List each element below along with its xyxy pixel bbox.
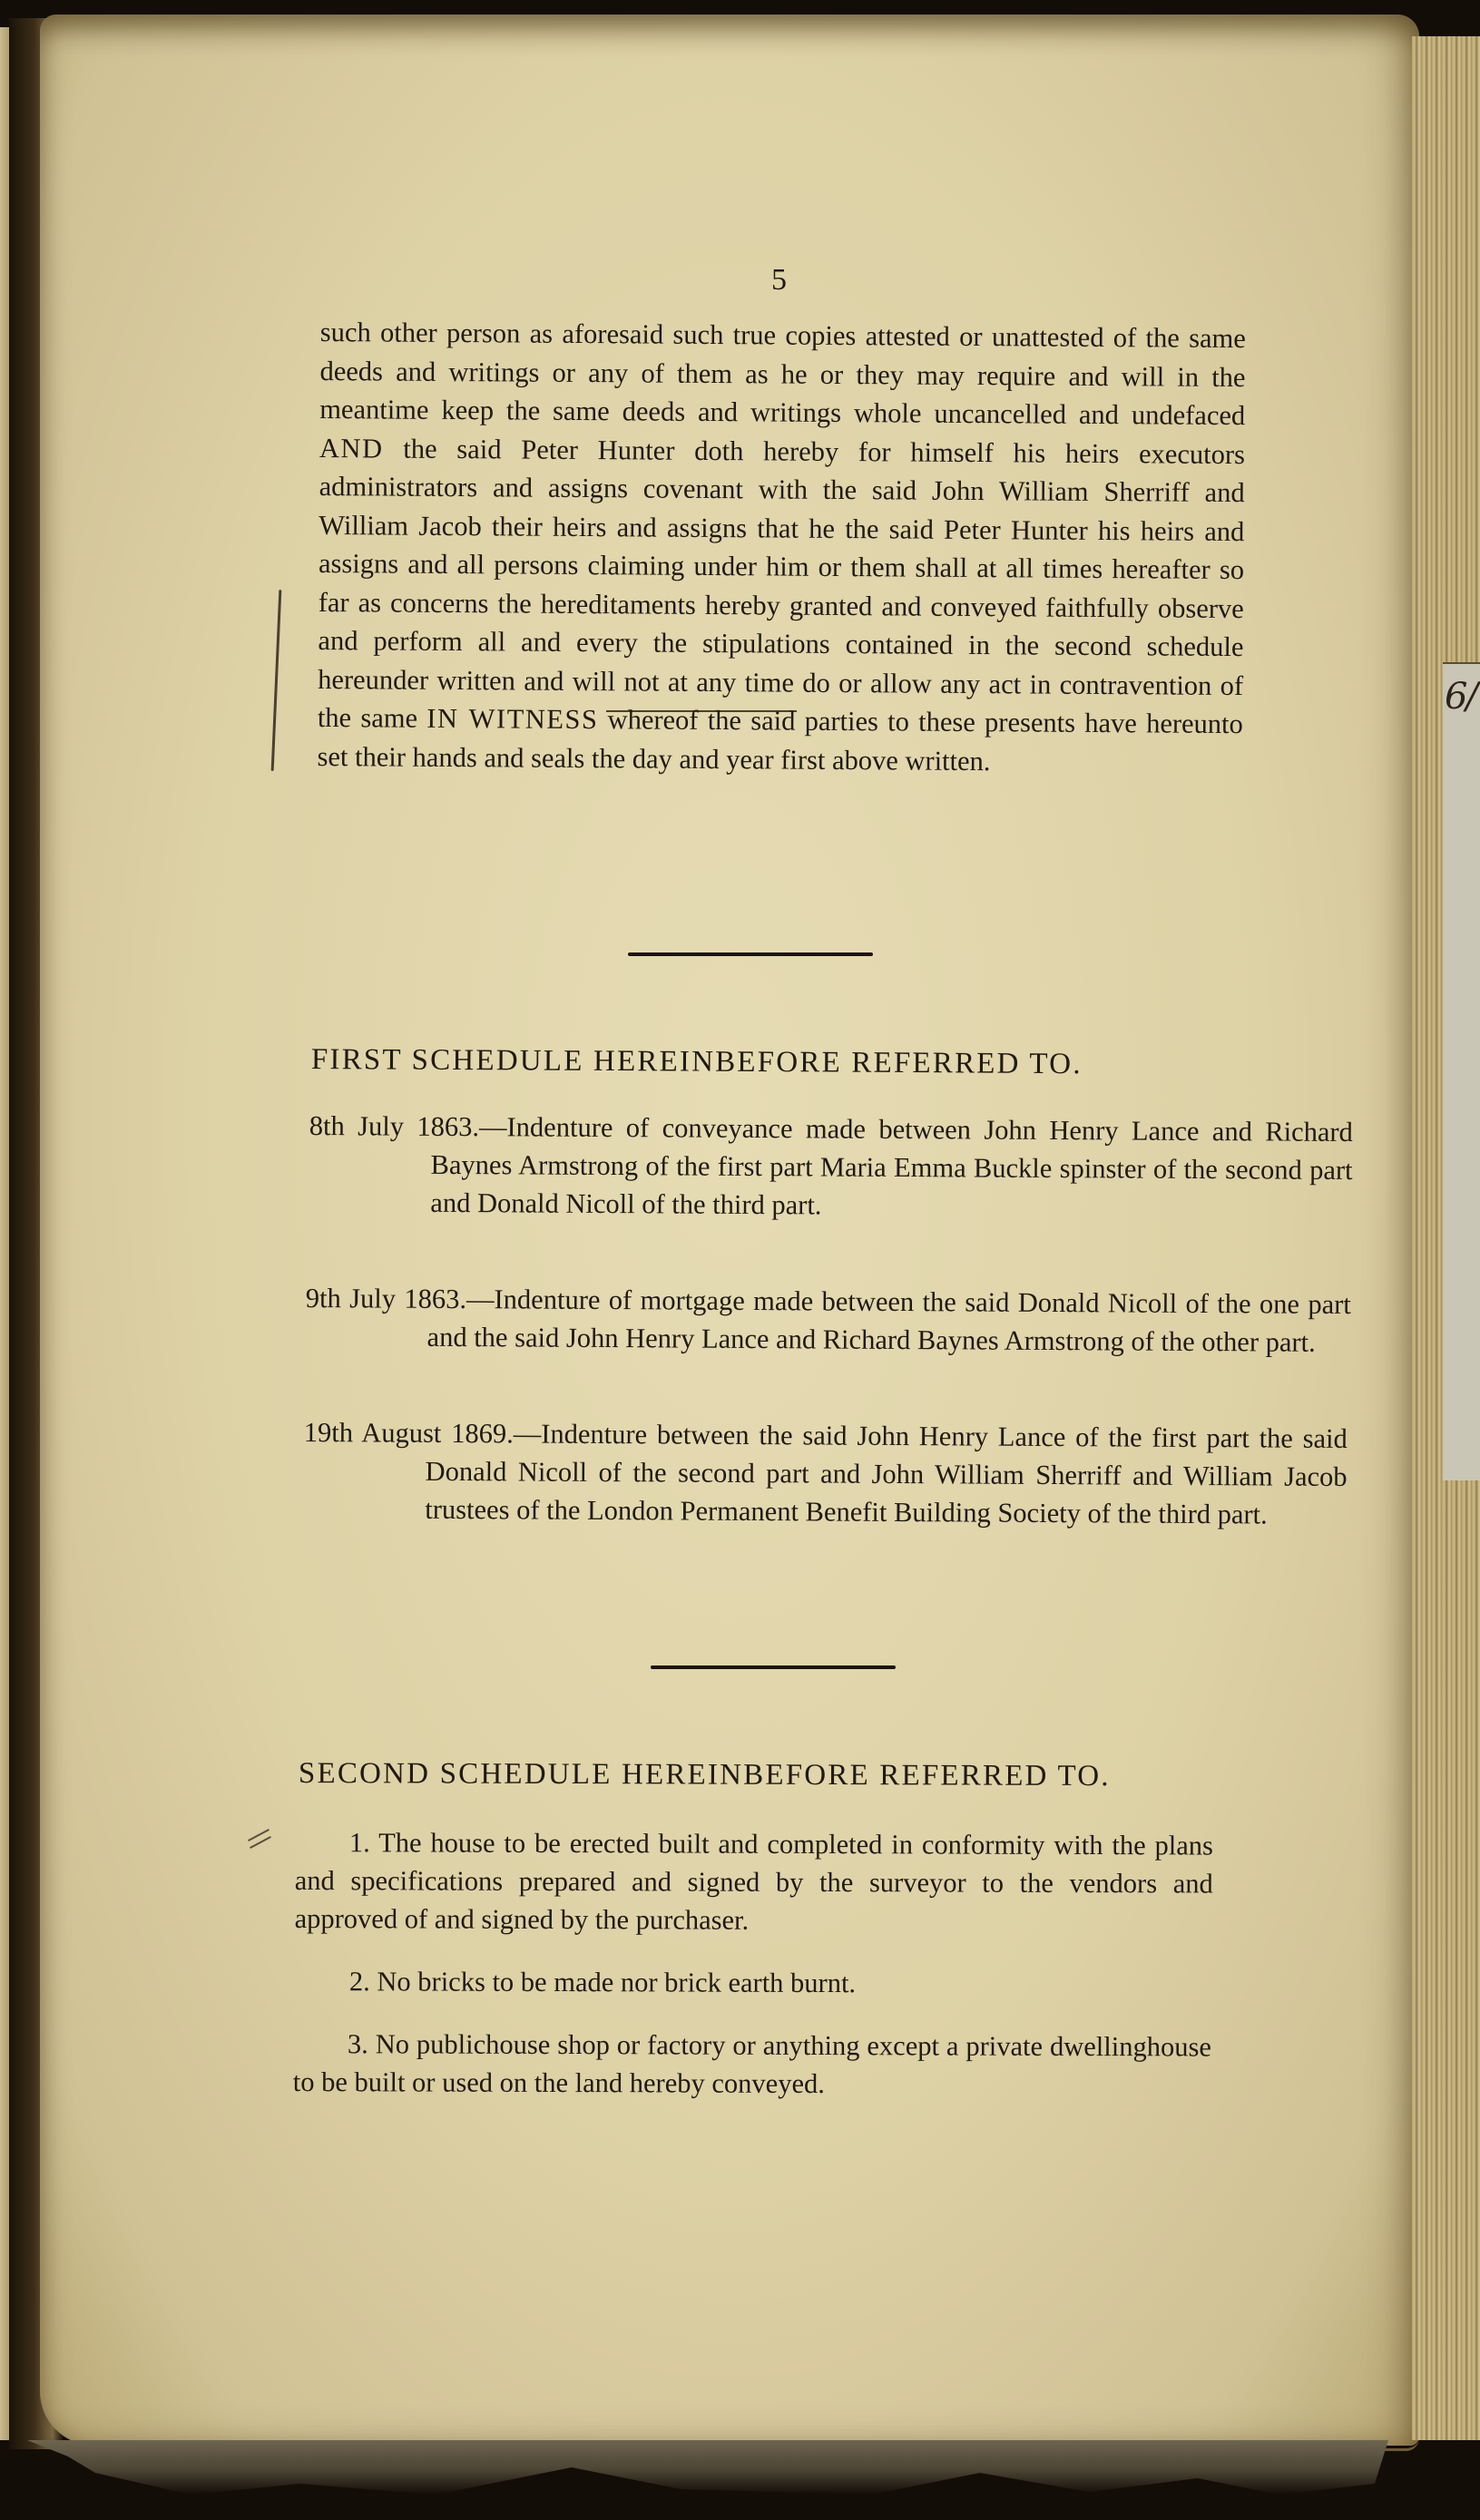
entry-date: 9th July 1863. [305,1282,467,1315]
item-text: No bricks to be made nor brick earth burnt. [369,1966,857,1999]
schedule-entry [309,1107,1353,1227]
section-divider [651,1665,896,1669]
and-keyword: AND [319,432,384,464]
pencil-margin-mark [271,590,282,771]
item-number: 1. [348,1827,370,1859]
entry-text: —Indenture between the said John Henry Lance of the first part the said Donald Nicoll of the second part and John William Sherriff and William Jacob trustees of the London Permanent Benefit Building Society of the third part. [425,1418,1348,1530]
paragraph-text: whereof the said parties to these presents have hereunto set their hands and seals the day and year first above written. [317,704,1243,777]
paragraph-text: the said Peter Hunter doth hereby for himself his heirs executors administrators and assigns covenant with the said John William Sherriff and William Jacob their heirs and assigns that he the said Peter Hunter his heirs and assigns and all persons claiming under him or them shall at all times hereafter so far as concerns the hereditaments hereby granted and conveyed faithfully observe and perform all and every the stipulations contained in the second schedule hereunder written and will not at any time do or allow any act in contravention of the same [317,432,1246,734]
covenant-paragraph [317,313,1246,782]
entry-date: 19th August 1869. [303,1416,514,1450]
first-schedule-heading: FIRST SCHEDULE HEREINBEFORE REFERRED TO. [310,1043,1083,1081]
section-divider [628,952,873,956]
entry-text: —Indenture of mortgage made between the said Donald Nicoll of the one part and the said John Henry Lance and Richard Baynes Armstrong of the other part. [426,1284,1351,1358]
item-number: 3. [347,2028,368,2060]
page-number: 5 [771,263,787,297]
second-schedule-heading: SECOND SCHEDULE HEREINBEFORE REFERRED TO. [298,1757,1111,1793]
stipulation-item [295,1962,1213,2004]
stipulation-item [293,2025,1211,2105]
item-text: No publichouse shop or factory or anything except a private dwellinghouse to be built or used on the land hereby conveyed. [292,2028,1211,2100]
schedule-entry [303,1413,1348,1534]
stipulation-item [295,1823,1213,1941]
in-witness-keyword: IN WITNESS [426,702,599,736]
entry-date: 8th July 1863. [309,1109,480,1143]
paragraph-text: such other person as aforesaid such true copies attested or unattested of the same deeds and writings or any of them as he or they may require and will in the meantime keep the same deeds and writings whole uncancelled and undefaced [319,316,1246,432]
item-number: 2. [348,1966,370,1997]
schedule-entry [305,1279,1350,1362]
entry-text: —Indenture of conveyance made between John Henry Lance and Richard Baynes Armstrong of the first part Maria Emma Buckle spinster of the second part and Donald Nicoll of the third part. [430,1111,1353,1221]
slip-handwritten-mark: 6/ [1445,676,1476,718]
item-text: The house to be erected built and completed in conformity with the plans and specifications prepared and signed by the surveyor to the vendors and approved of and signed by the purchaser. [294,1827,1213,1936]
